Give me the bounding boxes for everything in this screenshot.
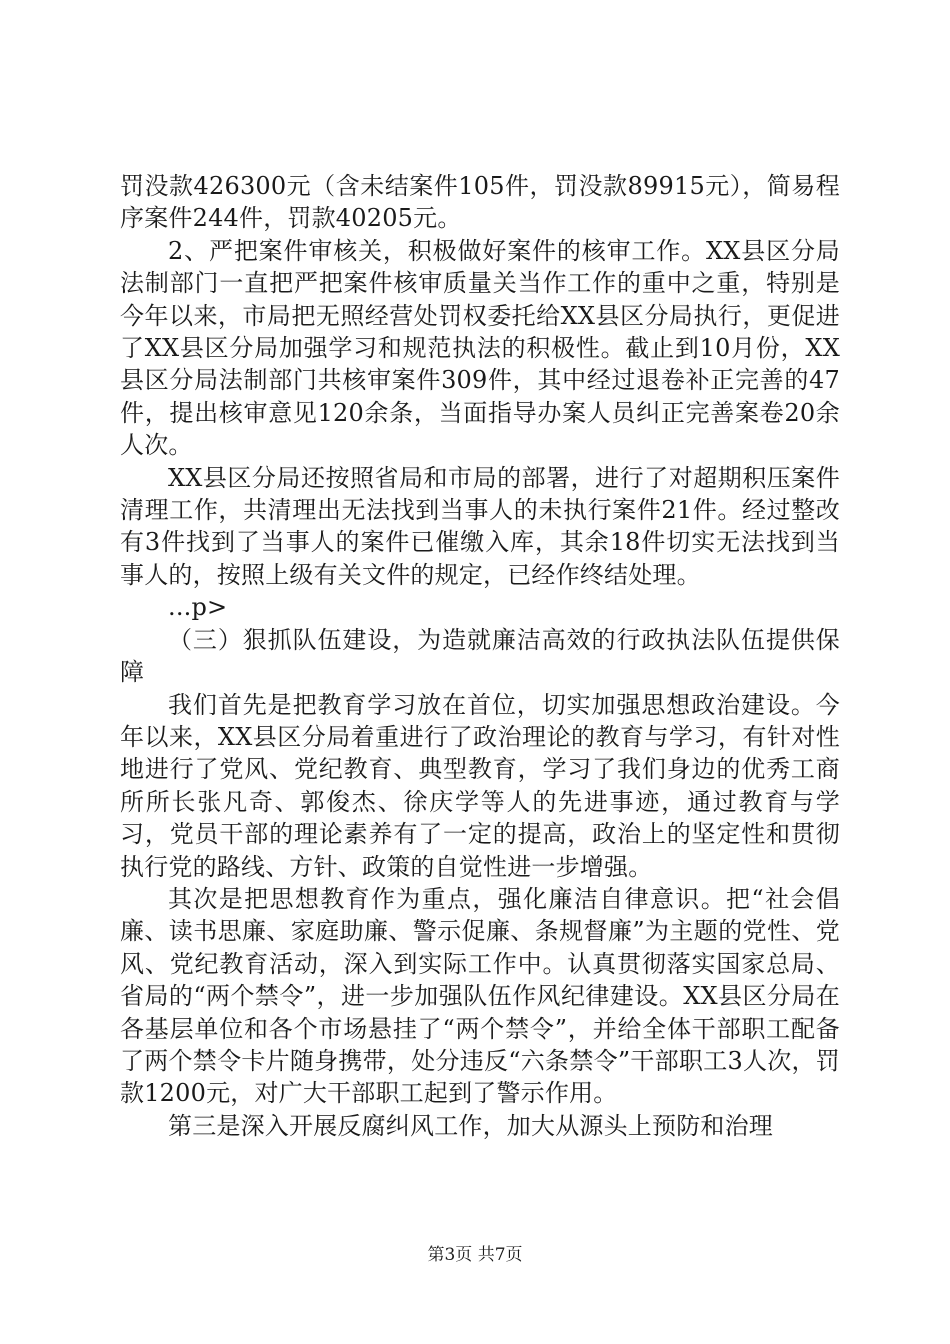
page-footer: 第3页 共7页 [427,1245,523,1265]
paragraph-2: 2、严把案件审核关，积极做好案件的核审工作。XX县区分局法制部门一直把严把案件核审质量关当作工作的重中之重，特别是今年以来，市局把无照经营处罚权委托给XX县区分局执行，更促进了XX县区分局加强学习和规范执法的积极性。截止到10月份，XX县区分局法制部门共核审案件309件，其中经过退卷补正完善的47件，提出核审意见120余条，当面指导办案人员纠正完善案卷20余人次。 [120,236,840,460]
paragraph-1: 罚没款426300元（含未结案件105件，罚没款89915元），简易程序案件244件，罚款40205元。 [120,172,840,233]
paragraph-8: 第三是深入开展反腐纠风工作，加大从源头上预防和治理 [168,1111,773,1140]
paragraph-4: ...p> [168,593,228,622]
paragraph-3: XX县区分局还按照省局和市局的部署，进行了对超期积压案件清理工作，共清理出无法找到当事人的未执行案件21件。经过整改有3件找到了当事人的案件已催缴入库，其余18件切实无法找到当事人的，按照上级有关文件的规定，已经作终结处理。 [120,463,840,589]
paragraph-7: 其次是把思想教育作为重点，强化廉洁自律意识。把“社会倡廉、读书思廉、家庭助廉、警示促廉、条规督廉”为主题的党性、党风、党纪教育活动，深入到实际工作中。认真贯彻落实国家总局、省局的“两个禁令”，进一步加强队伍作风纪律建设。XX县区分局在各基层单位和各个市场悬挂了“两个禁令”，并给全体干部职工配备了两个禁令卡片随身携带，处分违反“六条禁令”干部职工3人次，罚款1200元，对广大干部职工起到了警示作用。 [120,884,840,1108]
document-body [120,170,840,1142]
paragraph-6: 我们首先是把教育学习放在首位，切实加强思想政治建设。今年以来，XX县区分局着重进行了政治理论的教育与学习，有针对性地进行了党风、党纪教育、典型教育，学习了我们身边的优秀工商所所长张凡奇、郭俊杰、徐庆学等人的先进事迹，通过教育与学习，党员干部的理论素养有了一定的提高，政治上的坚定性和贯彻执行党的路线、方针、政策的自觉性进一步增强。 [120,690,840,881]
section-heading: （三）狠抓队伍建设，为造就廉洁高效的行政执法队伍提供保障 [120,625,840,687]
